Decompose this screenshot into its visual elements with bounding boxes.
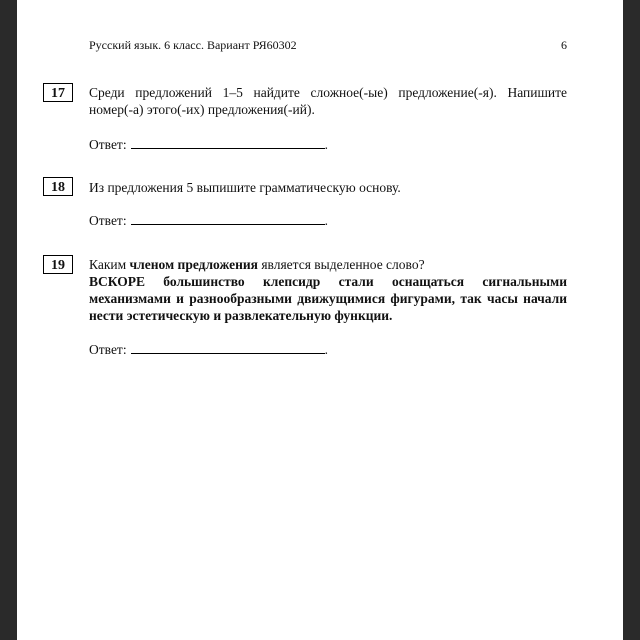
- task-19-question: [89, 256, 567, 273]
- task-number-18: 18: [43, 177, 73, 196]
- page-number: 6: [561, 38, 567, 52]
- answer-line[interactable]: [131, 342, 325, 354]
- header-title: Русский язык. 6 класс. Вариант РЯ60302: [89, 38, 297, 52]
- task-18-answer: Ответ: .: [89, 213, 328, 228]
- exam-page: [17, 0, 623, 640]
- answer-label: Ответ:: [89, 342, 127, 357]
- answer-label: Ответ:: [89, 137, 127, 152]
- task-number-19: 19: [43, 255, 73, 274]
- task-number-17: 17: [43, 83, 73, 102]
- task-17-text: Среди предложений 1–5 найдите сложное(-ые) предложение(-я). Напишите номер(-а) этого(-их) предложения(-ий).: [89, 85, 567, 117]
- answer-label: Ответ:: [89, 213, 127, 228]
- question-part: является выделенное слово?: [257, 257, 425, 272]
- task-19-sentence: ВСКОРЕ большинство клепсидр стали оснащаться сигнальными механизмами и разнообразными движущимися фигурами, так часы начали нести эстетическую и развлекательную функции.: [89, 274, 567, 323]
- question-part: Каким: [89, 257, 130, 272]
- question-bold: членом предложения: [129, 257, 258, 272]
- task-17-answer: Ответ: .: [89, 137, 328, 152]
- task-19-answer: Ответ: .: [89, 342, 328, 357]
- answer-line[interactable]: [131, 213, 325, 225]
- answer-line[interactable]: [131, 137, 325, 149]
- task-18-text: Из предложения 5 выпишите грамматическую основу.: [89, 180, 401, 195]
- page-header: [89, 38, 567, 53]
